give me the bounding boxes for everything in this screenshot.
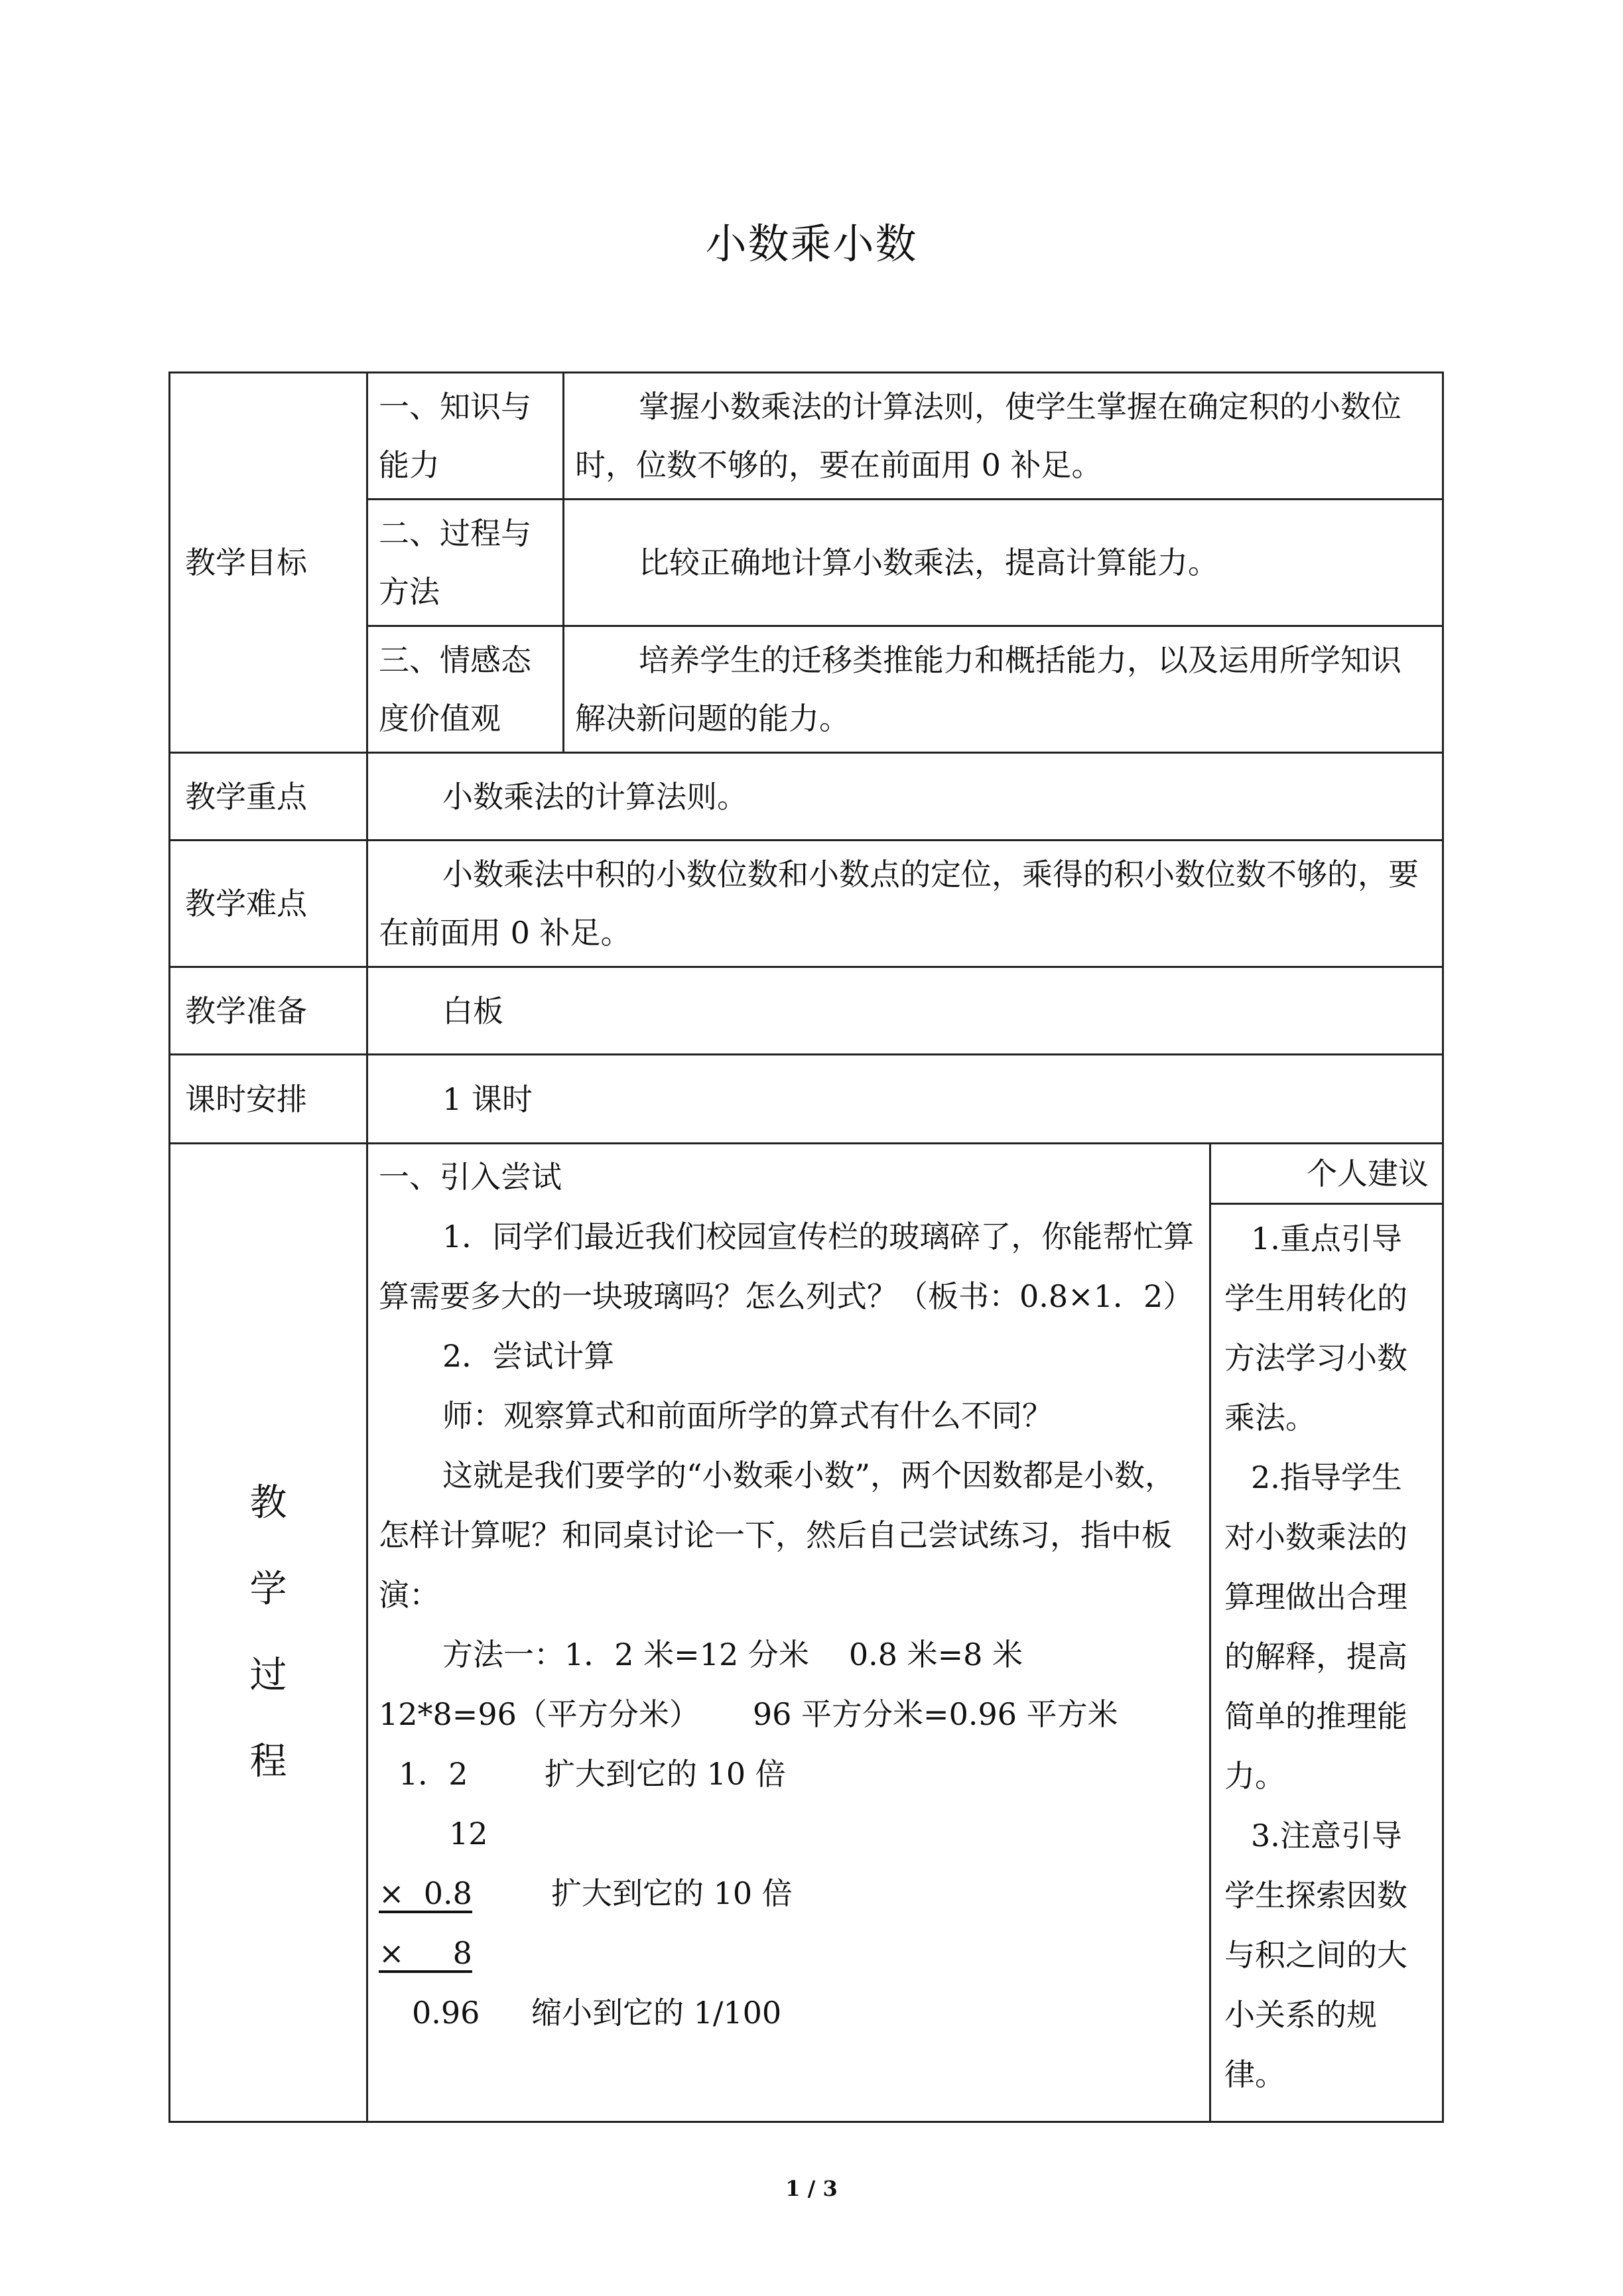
calc-row-4: × 8 xyxy=(379,1935,472,1971)
objective-content-2: 比较正确地计算小数乘法，提高计算能力。 xyxy=(564,500,1443,626)
document-title: 小数乘小数 xyxy=(705,220,918,268)
objectives-label: 教学目标 xyxy=(170,373,367,753)
suggestion-body xyxy=(1211,1205,1442,2104)
objective-content-3: 培养学生的迁移类推能力和概括能力，以及运用所学知识解决新问题的能力。 xyxy=(564,626,1443,753)
calc-row-1: 1．2 扩大到它的 10 倍 xyxy=(399,1756,786,1792)
process-main-column xyxy=(368,1144,1209,2121)
process-cell xyxy=(367,1144,1443,2122)
difficulty-label: 教学难点 xyxy=(170,841,367,967)
lesson-plan-table xyxy=(168,371,1444,2123)
method-one-line-1: 方法一：1．2 米=12 分米 0.8 米=8 米 xyxy=(442,1637,1023,1672)
objective-name-3: 三、情感态 度价值观 xyxy=(367,626,564,753)
suggestion-header: 个人建议 xyxy=(1211,1144,1442,1205)
key-point-content: 小数乘法的计算法则。 xyxy=(367,753,1443,841)
difficulty-content: 小数乘法中积的小数位数和小数点的定位，乘得的积小数位数不够的，要在前面用 0 补足。 xyxy=(367,841,1443,967)
objective-name-1: 一、知识与 能力 xyxy=(367,373,564,500)
process-para-2: 这就是我们要学的“小数乘小数”，两个因数都是小数，怎样计算呢？和同桌讨论一下，然后自己尝试练习，指中板演： xyxy=(379,1457,1176,1613)
process-label: 教 学 过 程 xyxy=(170,1144,367,2122)
schedule-content: 1 课时 xyxy=(367,1055,1443,1144)
calc-row-3: × 0.8 扩大到它的 10 倍 xyxy=(379,1875,793,1911)
method-one-line-2: 12*8=96（平方分米） 96 平方分米=0.96 平方米 xyxy=(379,1696,1118,1732)
suggestion-column xyxy=(1209,1144,1442,2121)
objective-name-2: 二、过程与 方法 xyxy=(367,500,564,626)
calc-row-2: 12 xyxy=(449,1816,488,1852)
preparation-content: 白板 xyxy=(367,967,1443,1055)
suggestion-note-2: 2.指导学生对小数乘法的算理做出合理的解释，提高简单的推理能力。 xyxy=(1224,1459,1407,1794)
suggestion-note-3: 3.注意引导学生探索因数与积之间的大小关系的规律。 xyxy=(1224,1818,1407,2092)
section-title: 一、引入尝试 xyxy=(379,1159,562,1195)
page-number: 1 / 3 xyxy=(785,2176,838,2201)
suggestion-note-1: 1.重点引导学生用转化的方法学习小数乘法。 xyxy=(1224,1221,1407,1436)
process-item-2: 2．尝试计算 xyxy=(442,1338,615,1374)
objective-content-1: 掌握小数乘法的计算法则，使学生掌握在确定积的小数位时，位数不够的，要在前面用 0 补足。 xyxy=(564,373,1443,500)
schedule-label: 课时安排 xyxy=(170,1055,367,1144)
process-para-1: 1．同学们最近我们校园宣传栏的玻璃碎了，你能帮忙算算需要多大的一块玻璃吗？怎么列式？（板书：0.8×1．2） xyxy=(379,1219,1195,1314)
preparation-label: 教学准备 xyxy=(170,967,367,1055)
key-point-label: 教学重点 xyxy=(170,753,367,841)
calc-row-5: 0.96 缩小到它的 1/100 xyxy=(412,1995,782,2031)
teacher-question: 师：观察算式和前面所学的算式有什么不同？ xyxy=(442,1398,1053,1434)
